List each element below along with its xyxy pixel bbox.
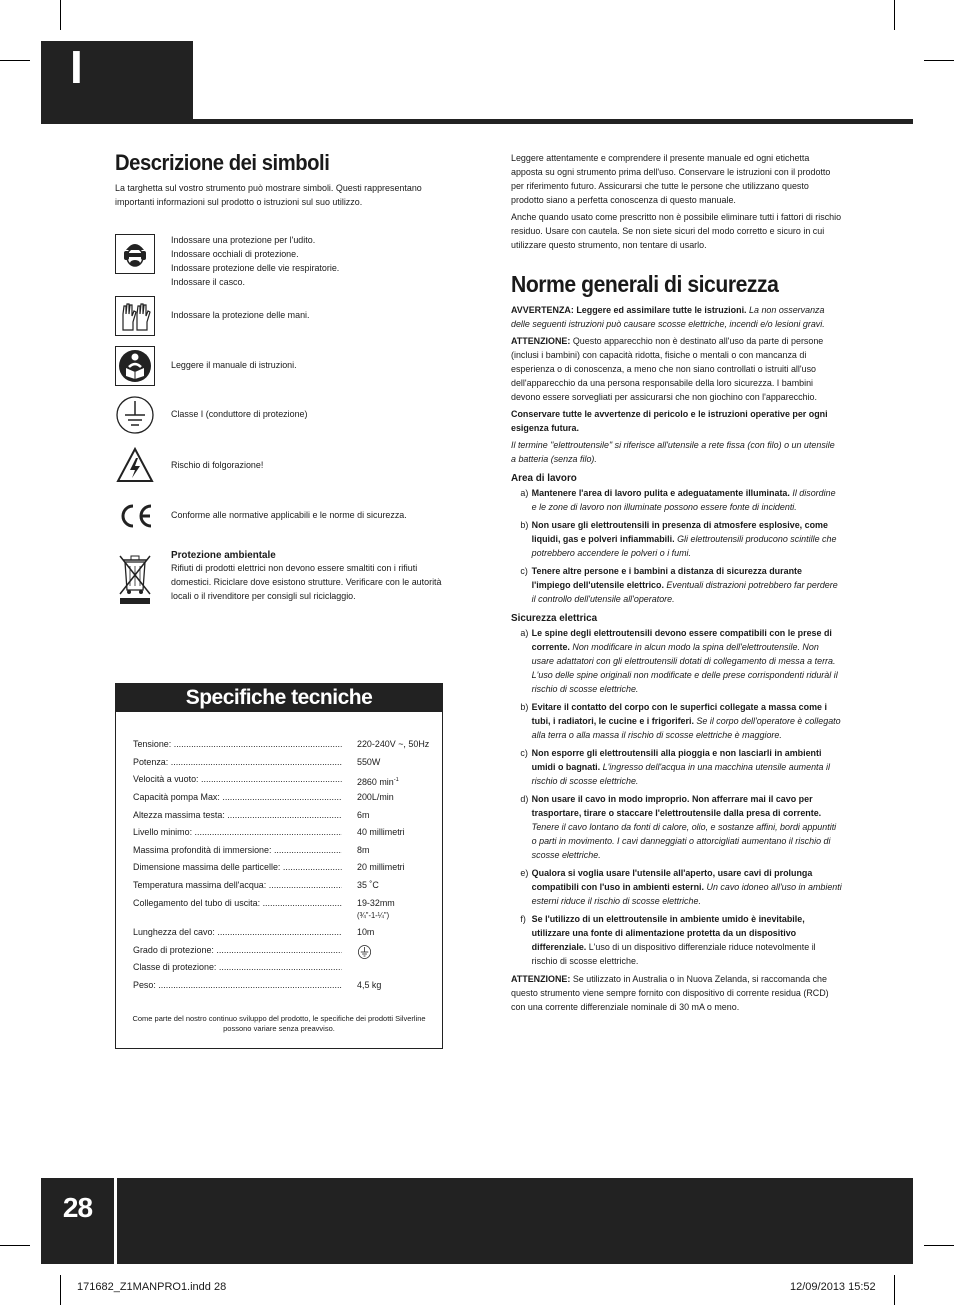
- warning-paragraph: AVVERTENZA: Leggere ed assimilare tutte le istruzioni. La non osservanza delle seguenti istruzioni può causare scosse elettriche, incendi e/o lesioni gravi.: [511, 305, 825, 330]
- final-attention: ATTENZIONE: Se utilizzato in Australia o in Nuova Zelanda, si raccomanda che questo strumento viene sempre fornito con dispositivo di corrente residua (RCD) con una corrente differenziale nominale di 30 mA o meno.: [511, 974, 829, 1013]
- symbol-text: Indossare occhiali di protezione.: [171, 249, 299, 260]
- spec-label: Classe di protezione: .....: [133, 962, 342, 974]
- specs-note: Come parte del nostro continuo sviluppo del prodotto, le specifiche dei prodotti Silverline possono variare senza preavviso.: [132, 1014, 426, 1033]
- crop-mark: [924, 60, 954, 61]
- crop-mark: [60, 0, 61, 30]
- spec-label: Temperatura massima dell'acqua: .....: [133, 880, 342, 892]
- symbol-text: Indossare una protezione per l'udito.: [171, 235, 316, 246]
- spec-label: Peso: .....: [133, 980, 342, 992]
- spec-value: 200L/min: [357, 792, 394, 803]
- footer-divider: [114, 1178, 117, 1264]
- spec-value: 2860 $\min^{-1}$: [357, 777, 399, 789]
- spec-value: 10m: [357, 927, 375, 938]
- term-paragraph: Il termine "elettroutensile" si riferisce all'utensile a rete fissa (con filo) o un utensile a batteria (senza filo).: [511, 440, 835, 465]
- safety-item: b) Evitare il contatto del corpo con le superfici collegate a massa come i tubi, i radiatori, le cucine e i frigoriferi. Se il corpo dell'operatore è collegato alla terra o alla massa il rischio di scosse elettriche è maggiore.: [520, 702, 841, 741]
- spec-label: Livello minimo: .....: [133, 827, 342, 839]
- spec-value: 550W: [357, 757, 381, 768]
- spec-value: 19-32mm (¾"-1-¼"): [357, 898, 395, 920]
- safety-item: c) Non esporre gli elettroutensili alla pioggia e non lasciarli in ambienti umidi o bagnati. L'ingresso dell'acqua in una macchina utensile aumenta il rischio di scosse elettriche.: [520, 748, 830, 787]
- earth-ground-icon: [357, 945, 372, 959]
- spec-label: Tensione: .....: [133, 739, 342, 751]
- spec-value: 4,5 kg: [357, 980, 382, 991]
- date-slug: 12/09/2013 15:52: [790, 1281, 876, 1293]
- safety-item: f) Se l'utilizzo di un elettroutensile in ambiente umido è inevitabile, utilizzare una fonte di alimentazione protetta da un dispositivo differenziale. L'uso di un dispositivo differenziale riduce notevolmente il rischio di scosse elettriche.: [520, 914, 816, 967]
- section-letter: I: [70, 41, 83, 93]
- spec-value: [357, 945, 372, 963]
- crop-mark: [60, 1275, 61, 1305]
- ce-mark-icon: [115, 496, 155, 536]
- symbol-text: Rischio di folgorazione!: [171, 460, 264, 471]
- crop-mark: [0, 60, 30, 61]
- attention-paragraph: ATTENZIONE: Questo apparecchio non è destinato all'uso da parte di persone (inclusi i bambini) con capacità ridotta, fisiche o mentali o con mancanza di esperienza o di conoscenza, a meno che non siano controllati o istruiti all'uso dell'apparecchio da una persona responsabile della loro sicurezza. I bambini devono essere sorvegliati per assicurarsi che non giochino con l'apparecchio.: [511, 336, 824, 403]
- specs-title: Specifiche tecniche: [116, 684, 442, 712]
- gloves-icon: [115, 296, 155, 336]
- earth-ground-icon: [115, 395, 155, 435]
- intro-paragraph: Leggere attentamente e comprendere il presente manuale ed ogni etichetta apposta su ogni strumento prima dell'uso. Conservare le istruzioni con il prodotto per riferimento futuro. Assicurarsi che tutte le persone che utilizzano questo prodotto siano a perfetta conoscenza di questo manuale.: [511, 153, 831, 206]
- file-slug: 171682_Z1MANPRO1.indd 28: [77, 1281, 227, 1293]
- electric-shock-icon: [115, 446, 155, 486]
- spec-label: Lunghezza del cavo: .....: [133, 927, 342, 939]
- header-rule: [41, 119, 913, 124]
- ppe-head-icon: [115, 234, 155, 274]
- crop-mark: [894, 0, 895, 30]
- safety-item: b) Non usare gli elettroutensili in presenza di atmosfere esplosive, come liquidi, gas e polveri infiammabili. Gli elettroutensili producono scintille che potrebbero accendere le polveri o i fumi.: [520, 520, 837, 559]
- work-area-heading: Area di lavoro: [511, 472, 577, 484]
- manual-icon: [115, 346, 155, 386]
- symbol-text: Rifiuti di prodotti elettrici non devono essere smaltiti con i rifiuti domestici. Riciclare dove esistono strutture. Verificare con le autorità locali o il rivenditore per consigli sul riciclaggio.: [171, 563, 442, 602]
- spec-label: Grado di protezione: .....: [133, 945, 342, 957]
- weee-bin-icon: [115, 548, 155, 608]
- spec-value: 6m: [357, 810, 370, 821]
- spec-label: Massima profondità di immersione: .....: [133, 845, 342, 857]
- symbol-text: Leggere il manuale di istruzioni.: [171, 360, 297, 371]
- keep-paragraph: Conservare tutte le avvertenze di pericolo e le istruzioni operative per ogni esigenza futura.: [511, 409, 828, 434]
- electrical-heading: Sicurezza elettrica: [511, 612, 598, 624]
- symbol-text: Classe I (conduttore di protezione): [171, 409, 308, 420]
- spec-label: Altezza massima testa: .....: [133, 810, 342, 822]
- safety-section: [511, 152, 841, 1018]
- specs-panel: [115, 683, 443, 1049]
- spec-value: 35 ˚C: [357, 880, 379, 891]
- safety-item: a) Le spine degli elettroutensili devono essere compatibili con le prese di corrente. Non modificare in alcun modo la spina dell'elettroutensile. Non usare adattatori con gli elettroutensili dotati di collegamento di messa a terra. L'uso delle spine originali non modificate e delle prese corrispondenti riduràl il rischio di scosse elettriche.: [520, 628, 838, 695]
- crop-mark: [0, 1245, 30, 1246]
- spec-value: 40 millimetri: [357, 827, 405, 838]
- symbol-text: Conforme alle normative applicabili e le norme di sicurezza.: [171, 510, 407, 521]
- symbols-intro: La targhetta sul vostro strumento può mostrare simboli. Questi rappresentano importanti informazioni sul prodotto o istruzioni sul suo utilizzo.: [115, 183, 422, 208]
- footer-bar: [41, 1178, 913, 1264]
- spec-label: Potenza: .....: [133, 757, 342, 769]
- crop-mark: [924, 1245, 954, 1246]
- section-tab: [41, 41, 193, 123]
- symbol-text: Indossare il casco.: [171, 277, 245, 288]
- safety-item: c) Tenere altre persone e i bambini a distanza di sicurezza durante l'impiego dell'utensile elettrico. Eventuali distrazioni potrebbero far perdere il controllo dell'utensile all'operatore.: [520, 566, 838, 605]
- safety-item: e) Qualora si voglia usare l'utensile all'aperto, usare cavi di prolunga compatibili con l'uso in ambienti esterni. Un cavo idoneo all'uso in ambienti esterni riduce il rischio di scosse elettriche.: [520, 868, 842, 907]
- safety-item: d) Non usare il cavo in modo improprio. Non afferrare mai il cavo per trasportare, tirare o staccare l'elettroutensile dalla presa di corrente. Tenere il cavo lontano da fonti di calore, olio, e sostanze affini, bordi appuntiti o parti in movimento. I cavi danneggiati o attorcigliati aumentano il rischio di scosse elettriche.: [520, 794, 837, 861]
- symbols-title: Descrizione dei simboli: [115, 150, 330, 175]
- safety-title: Norme generali di sicurezza: [511, 271, 779, 297]
- spec-label: Velocità a vuoto: .....: [133, 774, 342, 786]
- spec-label: Dimensione massima delle particelle: .....: [133, 862, 342, 874]
- spec-value: 8m: [357, 845, 370, 856]
- env-heading: Protezione ambientale: [171, 549, 276, 561]
- spec-label: Capacità pompa Max: .....: [133, 792, 342, 804]
- page-number: 28: [62, 1192, 93, 1223]
- spec-value: 20 millimetri: [357, 862, 405, 873]
- symbol-text: Indossare protezione delle vie respiratorie.: [171, 263, 340, 274]
- symbol-text: Indossare la protezione delle mani.: [171, 310, 310, 321]
- crop-mark: [894, 1275, 895, 1305]
- spec-label: Collegamento del tubo di uscita: .....: [133, 898, 342, 910]
- safety-item: a) Mantenere l'area di lavoro pulita e adeguatamente illuminata. Il disordine e le zone di lavoro non illuminate possono essere fonte di incidenti.: [520, 488, 836, 513]
- spec-value: 220-240V ~, 50Hz: [357, 739, 430, 750]
- intro-paragraph: Anche quando usato come prescritto non è possibile eliminare tutti i fattori di rischio residuo. Usare con cautela. Se non siete sicuri del modo corretto e sicuro in cui utilizzare questo strumento, non tentare di usarlo.: [511, 212, 842, 251]
- symbols-section: [115, 150, 445, 602]
